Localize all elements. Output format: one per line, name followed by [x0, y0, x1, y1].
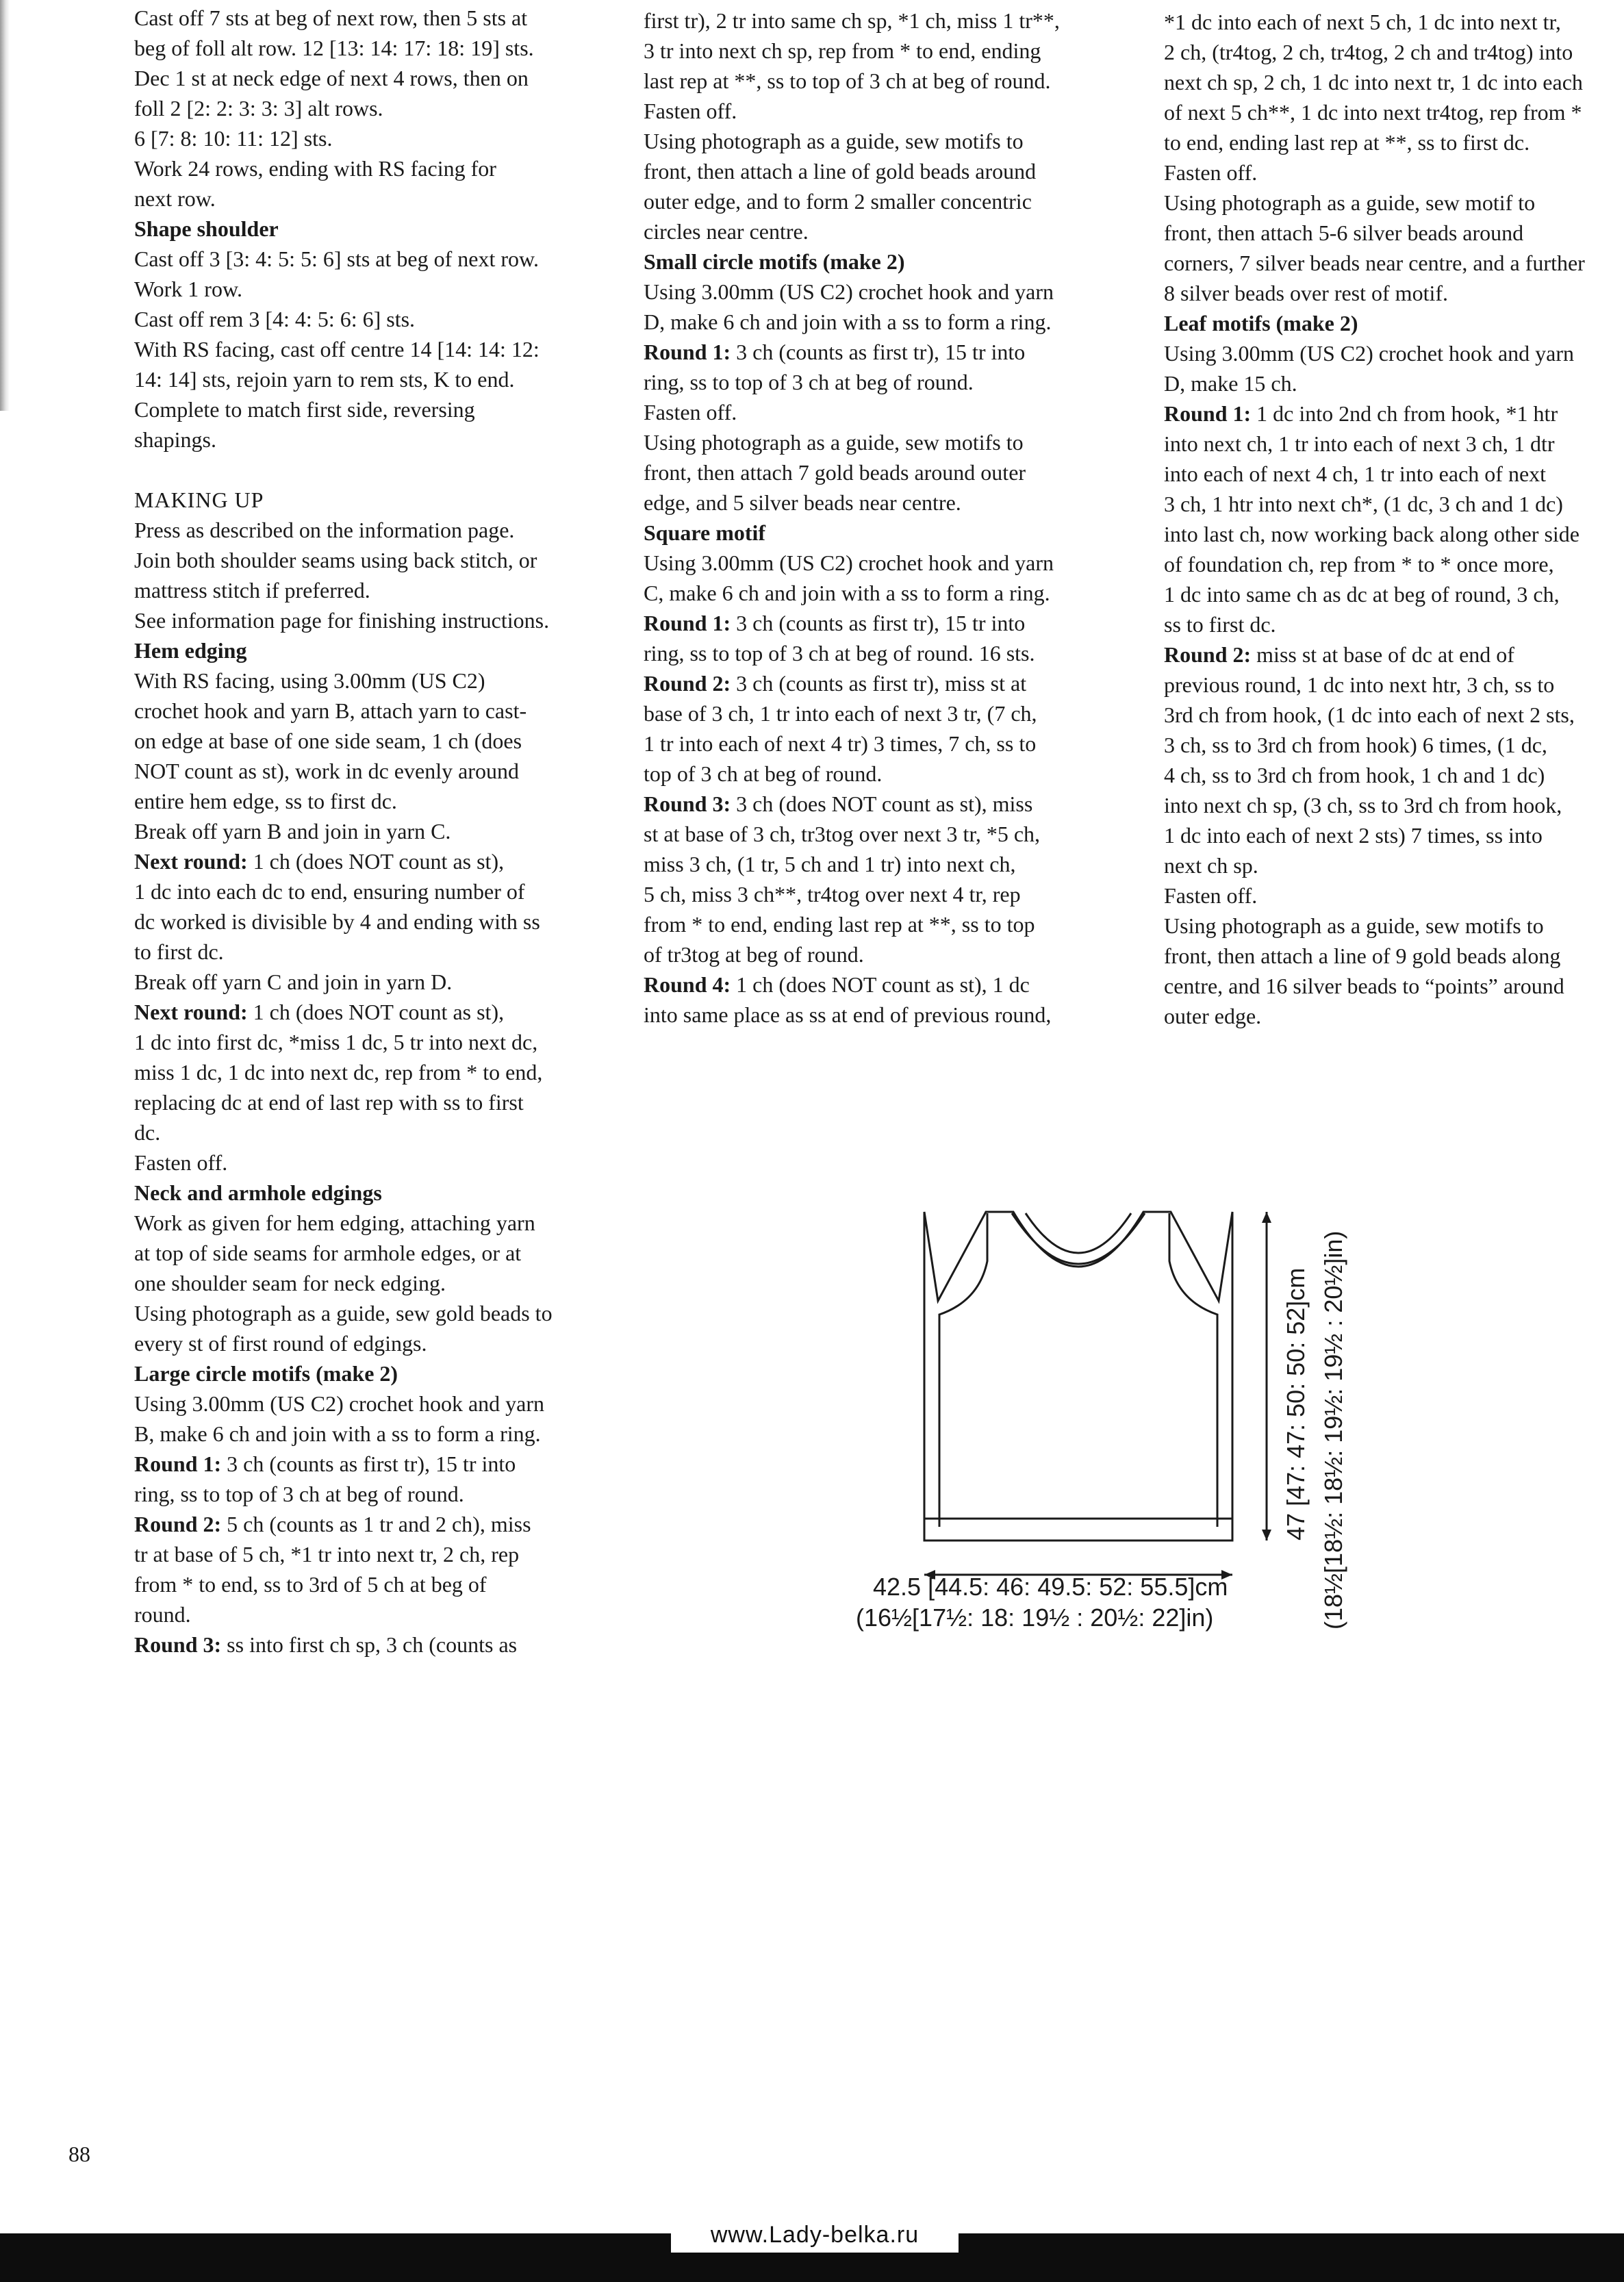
page-gutter-shadow — [0, 0, 10, 411]
text-line: one shoulder seam for neck edging. — [134, 1271, 446, 1295]
text-line: D, make 15 ch. — [1164, 371, 1297, 396]
text-line: 1 dc into same ch as dc at beg of round, 3 ch, — [1164, 582, 1560, 607]
text-line — [134, 1509, 627, 1539]
round-label: Round 2: — [134, 1512, 222, 1536]
text-line: B, make 6 ch and join with a ss to form a ring. — [134, 1421, 541, 1446]
round-label: Round 1: — [134, 1451, 222, 1476]
text-line — [644, 337, 1150, 367]
text-line: 3 tr into next ch sp, rep from * to end, ending — [644, 38, 1041, 63]
text-line — [644, 969, 1150, 1000]
text-line: 1 dc into each of next 2 sts) 7 times, ss into — [1164, 823, 1543, 848]
text-line: Complete to match first side, reversing — [134, 397, 475, 422]
schematic-left-armhole — [939, 1213, 987, 1527]
text-line: Using 3.00mm (US C2) crochet hook and yarn — [644, 279, 1054, 304]
round-label: Round 2: — [1164, 642, 1252, 667]
text-line: ss to first dc. — [1164, 612, 1276, 637]
text-line: miss 1 dc, 1 dc into next dc, rep from * to end, — [134, 1060, 543, 1085]
round-text: 1 ch (does NOT count as st), 1 dc — [736, 972, 1030, 997]
text-line — [644, 668, 1150, 698]
round-text: 1 dc into 2nd ch from hook, *1 htr — [1256, 401, 1558, 426]
text-line: Using photograph as a guide, sew motifs to — [644, 129, 1024, 153]
text-column-3 — [1164, 7, 1624, 1031]
text-line: Fasten off. — [644, 400, 737, 424]
text-line: miss 3 ch, (1 tr, 5 ch and 1 tr) into next ch, — [644, 852, 1016, 876]
text-line: first tr), 2 tr into same ch sp, *1 ch, miss 1 tr**, — [644, 8, 1060, 33]
text-line: into next ch, 1 tr into each of next 3 ch, 1 dtr — [1164, 431, 1555, 456]
text-line: Using photograph as a guide, sew motifs to — [1164, 913, 1544, 938]
text-line: shapings. — [134, 427, 216, 452]
text-line: D, make 6 ch and join with a ss to form a ring. — [644, 309, 1052, 334]
text-line: Using 3.00mm (US C2) crochet hook and yarn — [644, 550, 1054, 575]
round-label: Round 2: — [644, 671, 731, 696]
text-line: edge, and 5 silver beads near centre. — [644, 490, 961, 515]
text-line: crochet hook and yarn B, attach yarn to cast- — [134, 698, 527, 723]
round-text: 3 ch (counts as first tr), 15 tr into — [736, 340, 1026, 364]
text-line: to first dc. — [134, 939, 224, 964]
text-line: Fasten off. — [644, 99, 737, 123]
text-line: replacing dc at end of last rep with ss to first — [134, 1090, 524, 1115]
text-line: to end, ending last rep at **, ss to first dc. — [1164, 130, 1530, 155]
section-heading: Hem edging — [134, 638, 247, 663]
text-line: 3rd ch from hook, (1 dc into each of next 2 sts, — [1164, 702, 1575, 727]
text-line: circles near centre. — [644, 219, 809, 244]
page-number: 88 — [68, 2142, 90, 2166]
text-line: from * to end, ending last rep at **, ss to top — [644, 912, 1035, 937]
text-line — [644, 789, 1150, 819]
text-line: Fasten off. — [1164, 883, 1258, 908]
text-line: Using 3.00mm (US C2) crochet hook and yarn — [1164, 341, 1575, 366]
text-line: outer edge, and to form 2 smaller concentric — [644, 189, 1032, 214]
text-line: previous round, 1 dc into next htr, 3 ch, ss to — [1164, 672, 1555, 697]
text-line — [1164, 639, 1624, 670]
length-in-label: (18½[18½: 18½: 19½: 19½ : 20½]in) — [1319, 1230, 1347, 1630]
text-line: NOT count as st), work in dc evenly around — [134, 759, 519, 783]
text-column-1 — [134, 3, 627, 1660]
text-line: front, then attach a line of gold beads around — [644, 159, 1037, 183]
text-line: 1 tr into each of next 4 tr) 3 times, 7 ch, ss to — [644, 731, 1037, 756]
text-line: Fasten off. — [1164, 160, 1258, 185]
text-line: 8 silver beads over rest of motif. — [1164, 281, 1448, 305]
text-line: 3 ch, 1 htr into next ch*, (1 dc, 3 ch and 1 dc) — [1164, 492, 1563, 516]
text-line: With RS facing, using 3.00mm (US C2) — [134, 668, 485, 693]
text-line: Work as given for hem edging, attaching yarn — [134, 1210, 535, 1235]
round-label: Round 3: — [644, 791, 731, 816]
text-line: Cast off 3 [3: 4: 5: 5: 6] sts at beg of next row. — [134, 246, 540, 271]
text-line: Using 3.00mm (US C2) crochet hook and yarn — [134, 1391, 545, 1416]
text-line: ring, ss to top of 3 ch at beg of round. — [134, 1482, 464, 1506]
text-line: at top of side seams for armhole edges, or at — [134, 1241, 522, 1265]
text-line: top of 3 ch at beg of round. — [644, 761, 883, 786]
section-heading: Square motif — [644, 520, 766, 545]
round-text: 1 ch (does NOT count as st), — [253, 849, 505, 874]
length-cm-label: 47 [47: 47: 50: 50: 52]cm — [1282, 1267, 1310, 1541]
text-line: next ch sp. — [1164, 853, 1258, 878]
text-line: every st of first round of edgings. — [134, 1331, 427, 1356]
round-label: Round 4: — [644, 972, 731, 997]
text-line: into each of next 4 ch, 1 tr into each of next — [1164, 461, 1547, 486]
garment-schematic — [842, 1109, 1362, 1657]
text-line: corners, 7 silver beads near centre, and a further — [1164, 251, 1585, 275]
text-line: dc. — [134, 1120, 161, 1145]
section-heading: Small circle motifs (make 2) — [644, 249, 905, 274]
text-line: of foundation ch, rep from * to * once more, — [1164, 552, 1554, 576]
text-column-2 — [644, 5, 1150, 1030]
text-line: Press as described on the information page. — [134, 518, 515, 542]
text-line: See information page for finishing instructions. — [134, 608, 550, 633]
round-text: 5 ch (counts as 1 tr and 2 ch), miss — [227, 1512, 531, 1536]
schematic-right-armhole — [1169, 1213, 1217, 1527]
section-heading: Shape shoulder — [134, 216, 279, 241]
text-line: Dec 1 st at neck edge of next 4 rows, then on — [134, 66, 529, 90]
text-line: Using photograph as a guide, sew motif to — [1164, 190, 1536, 215]
text-line: front, then attach a line of 9 gold beads along — [1164, 943, 1561, 968]
round-label: Round 1: — [1164, 401, 1252, 426]
round-text: ss into first ch sp, 3 ch (counts as — [227, 1632, 518, 1657]
text-line: 2 ch, (tr4tog, 2 ch, tr4tog, 2 ch and tr4tog) into — [1164, 40, 1573, 64]
text-line: 3 ch, ss to 3rd ch from hook) 6 times, (1 dc, — [1164, 733, 1547, 757]
text-line: into same place as ss at end of previous round, — [644, 1002, 1052, 1027]
round-label: Next round: — [134, 849, 248, 874]
round-label: Round 3: — [134, 1632, 222, 1657]
round-text: 1 ch (does NOT count as st), — [253, 1000, 505, 1024]
round-text: 3 ch (counts as first tr), miss st at — [736, 671, 1027, 696]
text-line: With RS facing, cast off centre 14 [14: 14: 12: — [134, 337, 540, 362]
arrow-head-up — [1262, 1212, 1271, 1223]
schematic-outline — [924, 1212, 1232, 1541]
text-line — [1164, 398, 1624, 429]
text-line — [644, 608, 1150, 638]
text-line: *1 dc into each of next 5 ch, 1 dc into next tr, — [1164, 10, 1561, 34]
text-line: entire hem edge, ss to first dc. — [134, 789, 397, 813]
text-line: round. — [134, 1602, 191, 1627]
text-line: mattress stitch if preferred. — [134, 578, 370, 603]
text-line: on edge at base of one side seam, 1 ch (does — [134, 728, 522, 753]
section-heading: Leaf motifs (make 2) — [1164, 311, 1358, 335]
text-line: next row. — [134, 186, 216, 211]
text-line: 4 ch, ss to 3rd ch from hook, 1 ch and 1 dc) — [1164, 763, 1545, 787]
footer-site-label: www.Lady-belka.ru — [671, 2217, 959, 2253]
text-line: 14: 14] sts, rejoin yarn to rem sts, K to end. — [134, 367, 515, 392]
section-heading: Neck and armhole edgings — [134, 1180, 382, 1205]
text-line: 5 ch, miss 3 ch**, tr4tog over next 4 tr, rep — [644, 882, 1021, 907]
text-line: foll 2 [2: 2: 3: 3: 3] alt rows. — [134, 96, 383, 121]
text-line: tr at base of 5 ch, *1 tr into next tr, 2 ch, rep — [134, 1542, 520, 1567]
text-line: Work 24 rows, ending with RS facing for — [134, 156, 496, 181]
text-line: into next ch sp, (3 ch, ss to 3rd ch from hook, — [1164, 793, 1562, 817]
round-text: 3 ch (does NOT count as st), miss — [736, 791, 1033, 816]
text-line: of tr3tog at beg of round. — [644, 942, 864, 967]
text-line: 1 dc into each dc to end, ensuring number of — [134, 879, 525, 904]
text-line: from * to end, ss to 3rd of 5 ch at beg of — [134, 1572, 487, 1597]
text-line: of next 5 ch**, 1 dc into next tr4tog, rep from * — [1164, 100, 1582, 125]
text-line: ring, ss to top of 3 ch at beg of round. — [644, 370, 974, 394]
section-heading: Large circle motifs (make 2) — [134, 1361, 398, 1386]
text-line: Cast off 7 sts at beg of next row, then 5 sts at — [134, 5, 528, 30]
text-line: 6 [7: 8: 10: 11: 12] sts. — [134, 126, 333, 151]
round-label: Next round: — [134, 1000, 248, 1024]
text-line: Cast off rem 3 [4: 4: 5: 6: 6] sts. — [134, 307, 416, 331]
text-line: Work 1 row. — [134, 277, 242, 301]
text-line: into last ch, now working back along other side — [1164, 522, 1579, 546]
width-cm-label: 42.5 [44.5: 46: 49.5: 52: 55.5]cm — [873, 1573, 1228, 1601]
text-line: front, then attach 7 gold beads around outer — [644, 460, 1026, 485]
text-line: Break off yarn C and join in yarn D. — [134, 969, 453, 994]
text-line: Fasten off. — [134, 1150, 228, 1175]
text-line — [134, 846, 627, 876]
text-line — [134, 1630, 627, 1660]
text-line: st at base of 3 ch, tr3tog over next 3 tr, *5 ch, — [644, 822, 1041, 846]
text-line: base of 3 ch, 1 tr into each of next 3 tr, (7 ch, — [644, 701, 1037, 726]
text-line — [134, 997, 627, 1027]
text-line: Join both shoulder seams using back stitch, or — [134, 548, 537, 572]
round-label: Round 1: — [644, 611, 731, 635]
text-line: next ch sp, 2 ch, 1 dc into next tr, 1 dc into each — [1164, 70, 1583, 94]
making-up-heading: MAKING UP — [134, 487, 264, 512]
text-line: outer edge. — [1164, 1004, 1262, 1028]
text-line: C, make 6 ch and join with a ss to form a ring. — [644, 581, 1050, 605]
arrow-head-down — [1262, 1530, 1271, 1541]
text-line — [134, 1449, 627, 1479]
text-line: dc worked is divisible by 4 and ending with ss — [134, 909, 540, 934]
text-line: Using photograph as a guide, sew motifs to — [644, 430, 1024, 455]
round-text: 3 ch (counts as first tr), 15 tr into — [736, 611, 1026, 635]
text-line: ring, ss to top of 3 ch at beg of round. 16 sts. — [644, 641, 1035, 665]
width-in-label: (16½[17½: 18: 19½ : 20½: 22]in) — [856, 1603, 1214, 1632]
round-label: Round 1: — [644, 340, 731, 364]
text-line: 1 dc into first dc, *miss 1 dc, 5 tr into next dc, — [134, 1030, 538, 1054]
text-line: Using photograph as a guide, sew gold beads to — [134, 1301, 553, 1326]
text-line: beg of foll alt row. 12 [13: 14: 17: 18: 19] sts. — [134, 36, 534, 60]
round-text: miss st at base of dc at end of — [1256, 642, 1514, 667]
text-line: last rep at **, ss to top of 3 ch at beg of round. — [644, 68, 1051, 93]
text-line: centre, and 16 silver beads to “points” around — [1164, 974, 1564, 998]
text-line: front, then attach 5-6 silver beads around — [1164, 220, 1524, 245]
text-line: Break off yarn B and join in yarn C. — [134, 819, 451, 844]
round-text: 3 ch (counts as first tr), 15 tr into — [227, 1451, 516, 1476]
